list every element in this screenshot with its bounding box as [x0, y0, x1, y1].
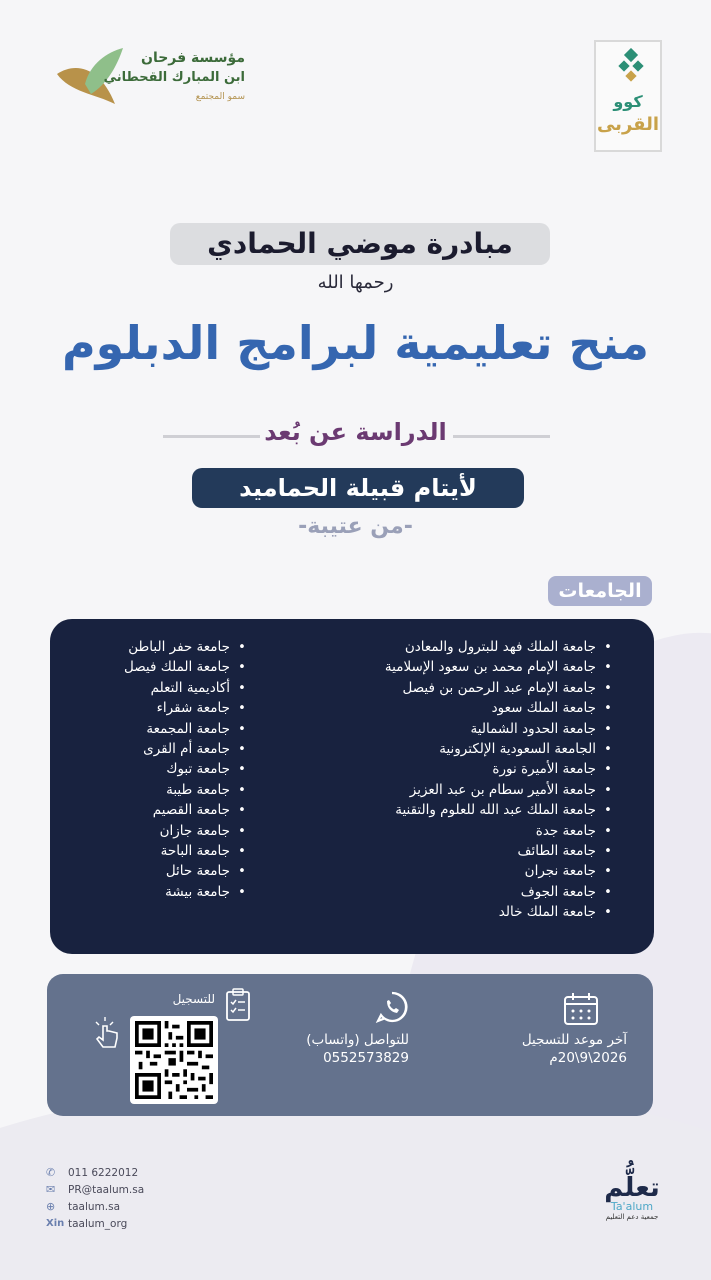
university-item: • جامعة الأميرة نورة	[330, 759, 620, 779]
university-item: • جامعة نجران	[330, 861, 620, 881]
taalum-logo-arabic: تعلُّم	[604, 1173, 660, 1203]
university-item: • الجامعة السعودية الإلكترونية	[330, 739, 620, 759]
foundation-name-line1: مؤسسة فرحان	[141, 50, 245, 66]
main-title: منح تعليمية لبرامج الدبلوم	[61, 316, 650, 370]
university-item: • جامعة الملك فهد للبترول والمعادن	[330, 637, 620, 657]
university-item: • جامعة تبوك	[74, 759, 254, 779]
university-item: • جامعة الملك سعود	[330, 698, 620, 718]
foundation-logo	[55, 40, 245, 110]
contact-label: للتواصل (واتساب)	[306, 1032, 409, 1048]
calendar-icon	[563, 992, 599, 1026]
universities-panel	[50, 619, 654, 954]
foundation-name-line2: ابن المبارك القحطاني	[103, 70, 245, 85]
universities-list-left	[74, 637, 254, 902]
qurba-logo-line1: كوو	[613, 92, 643, 111]
university-item: • جامعة الحدود الشمالية	[330, 719, 620, 739]
footer-phone-row	[46, 1164, 144, 1181]
university-item: • جامعة طيبة	[74, 780, 254, 800]
university-item: • جامعة الملك خالد	[330, 902, 620, 922]
study-mode: الدراسة عن بُعد	[264, 418, 447, 446]
footer-phone[interactable]: 011 6222012	[68, 1166, 139, 1179]
universities-list-right	[330, 637, 620, 922]
university-item: • جامعة شقراء	[74, 698, 254, 718]
university-item: • جامعة الطائف	[330, 841, 620, 861]
university-item: • جامعة حائل	[74, 861, 254, 881]
target-group-badge: لأيتام قبيلة الحماميد	[192, 468, 524, 508]
pattern-icon	[618, 48, 644, 88]
whatsapp-icon	[375, 990, 409, 1024]
universities-heading: الجامعات	[548, 576, 652, 606]
footer-social[interactable]: taalum_org	[68, 1217, 128, 1230]
info-panel	[47, 974, 653, 1116]
contact-phone[interactable]: 0552573829	[323, 1050, 409, 1066]
qurba-logo	[594, 40, 662, 152]
registration-qr-code[interactable]	[130, 1016, 218, 1104]
taalum-logo	[592, 1175, 672, 1225]
qurba-logo-line2: القربى	[596, 114, 660, 135]
university-item: • جامعة جدة	[330, 821, 620, 841]
university-item: • جامعة الإمام محمد بن سعود الإسلامية	[330, 657, 620, 677]
foundation-slogan: سمو المجتمع	[195, 92, 245, 102]
university-item: • جامعة الباحة	[74, 841, 254, 861]
globe-icon: ⊕	[46, 1200, 56, 1213]
university-item: • جامعة جازان	[74, 821, 254, 841]
university-item: • جامعة القصيم	[74, 800, 254, 820]
university-item: • جامعة بيشة	[74, 882, 254, 902]
footer-website[interactable]: taalum.sa	[68, 1200, 121, 1213]
target-subtitle: -من عتيبة-	[298, 514, 413, 539]
footer-email-row	[46, 1181, 144, 1198]
checklist-icon	[225, 988, 251, 1022]
deadline-label: آخر موعد للتسجيل	[521, 1032, 627, 1048]
qr-code-icon	[135, 1021, 213, 1099]
university-item: • جامعة حفر الباطن	[74, 637, 254, 657]
phone-icon: ✆	[46, 1166, 56, 1179]
university-item: • جامعة الملك فيصل	[74, 657, 254, 677]
taalum-logo-subtitle: جمعية دعم التعليم	[605, 1213, 659, 1221]
mail-icon: ✉	[46, 1183, 56, 1196]
initiative-title: مبادرة موضي الحمادي	[170, 223, 550, 265]
social-x-linkedin-icon: Xin	[46, 1218, 65, 1229]
university-item: • جامعة الملك عبد الله للعلوم والتقنية	[330, 800, 620, 820]
footer-contact	[46, 1164, 144, 1232]
memorial-phrase: رحمها الله	[317, 272, 394, 293]
tap-hand-icon	[91, 1016, 121, 1050]
university-item: • جامعة الجوف	[330, 882, 620, 902]
footer-social-row	[46, 1215, 144, 1232]
footer-website-row	[46, 1198, 144, 1215]
university-item: • جامعة الإمام عبد الرحمن بن فيصل	[330, 678, 620, 698]
university-item: • أكاديمية التعلم	[74, 678, 254, 698]
university-item: • جامعة الأمير سطام بن عبد العزيز	[330, 780, 620, 800]
taalum-logo-english: Ta'alum	[610, 1200, 654, 1213]
university-item: • جامعة أم القرى	[74, 739, 254, 759]
deadline-date: 2026\9\20م	[549, 1050, 627, 1066]
university-item: • جامعة المجمعة	[74, 719, 254, 739]
footer-email[interactable]: PR@taalum.sa	[68, 1183, 145, 1196]
register-label: للتسجيل	[172, 992, 215, 1006]
